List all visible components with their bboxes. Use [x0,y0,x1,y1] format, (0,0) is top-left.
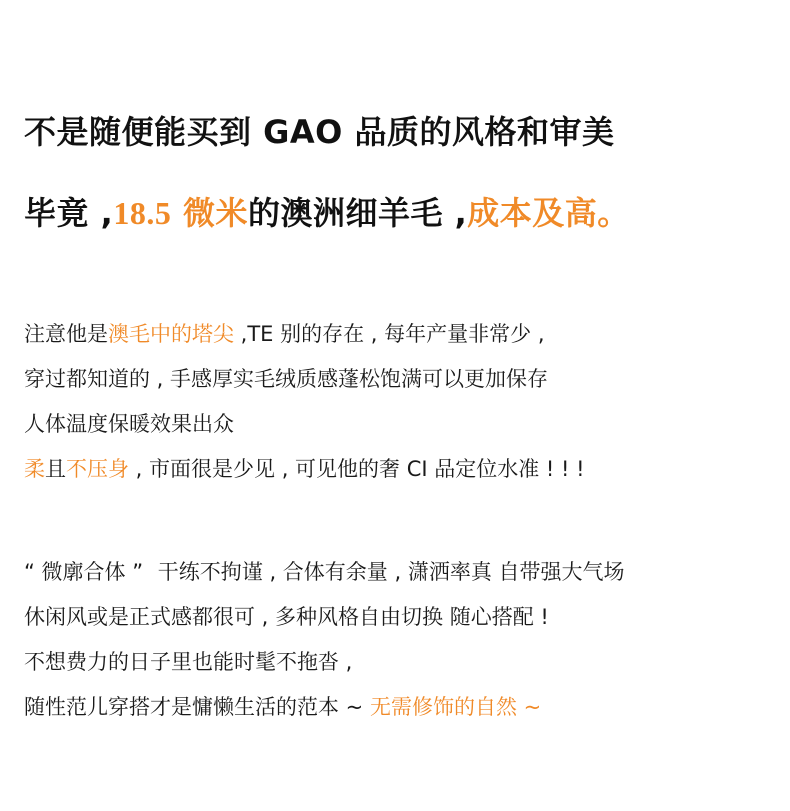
p2-line4-highlight: 无需修饰的自然 ~ [369,695,542,719]
headline-middle: 的澳洲细羊毛 , [247,194,468,232]
paragraph-2-line-3: 不想费力的日子里也能时髦不拖沓 , [24,650,353,674]
p2-line4-prefix: 随性范儿穿搭才是慵懒生活的范本 ~ [24,695,370,719]
p2-line1-quote: “ 微廓合体 ” [24,560,144,584]
headline-highlight-number: 18.5 [113,195,172,231]
paragraph-2-line-2: 休闲风或是正式感都很可 , 多种风格自由切换 随心搭配 ! [24,605,549,629]
paragraph-material [24,312,585,492]
p1-line1-prefix: 注意他是 [24,322,108,346]
p1-line4-highlight-1: 柔 [24,457,45,481]
p1-line4-text-1: 且 [45,457,66,481]
p1-line4-highlight-2: 不压身 [66,457,129,481]
headline-line-1: 不是随便能买到 GAO 品质的风格和审美 [24,113,615,151]
paragraph-style [24,550,625,730]
paragraph-1-line-4 [24,447,585,492]
headline-line-2 [24,193,630,233]
paragraph-1-line-1 [24,312,585,357]
headline-prefix: 毕竟 , [24,194,114,232]
p1-line1-suffix: ,TE 别的存在 , 每年产量非常少 , [234,322,545,346]
p1-line4-suffix: , 市面很是少见 , 可见他的奢 CI 品定位水准 ! ! ! [129,457,585,481]
paragraph-2-line-1 [24,550,625,595]
paragraph-1-line-2: 穿过都知道的 , 手感厚实毛绒质感蓬松饱满可以更加保存 [24,367,549,391]
p2-line1-text: 干练不拘谨 , 合体有余量 , 潇洒率真 自带强大气场 [151,560,625,584]
p1-line1-highlight: 澳毛中的塔尖 [108,322,234,346]
paragraph-1-line-3: 人体温度保暖效果出众 [24,412,234,436]
headline-highlight-end: 成本及高。 [467,194,630,232]
paragraph-2-line-4 [24,685,625,730]
headline-highlight-word: 微米 [171,194,248,232]
